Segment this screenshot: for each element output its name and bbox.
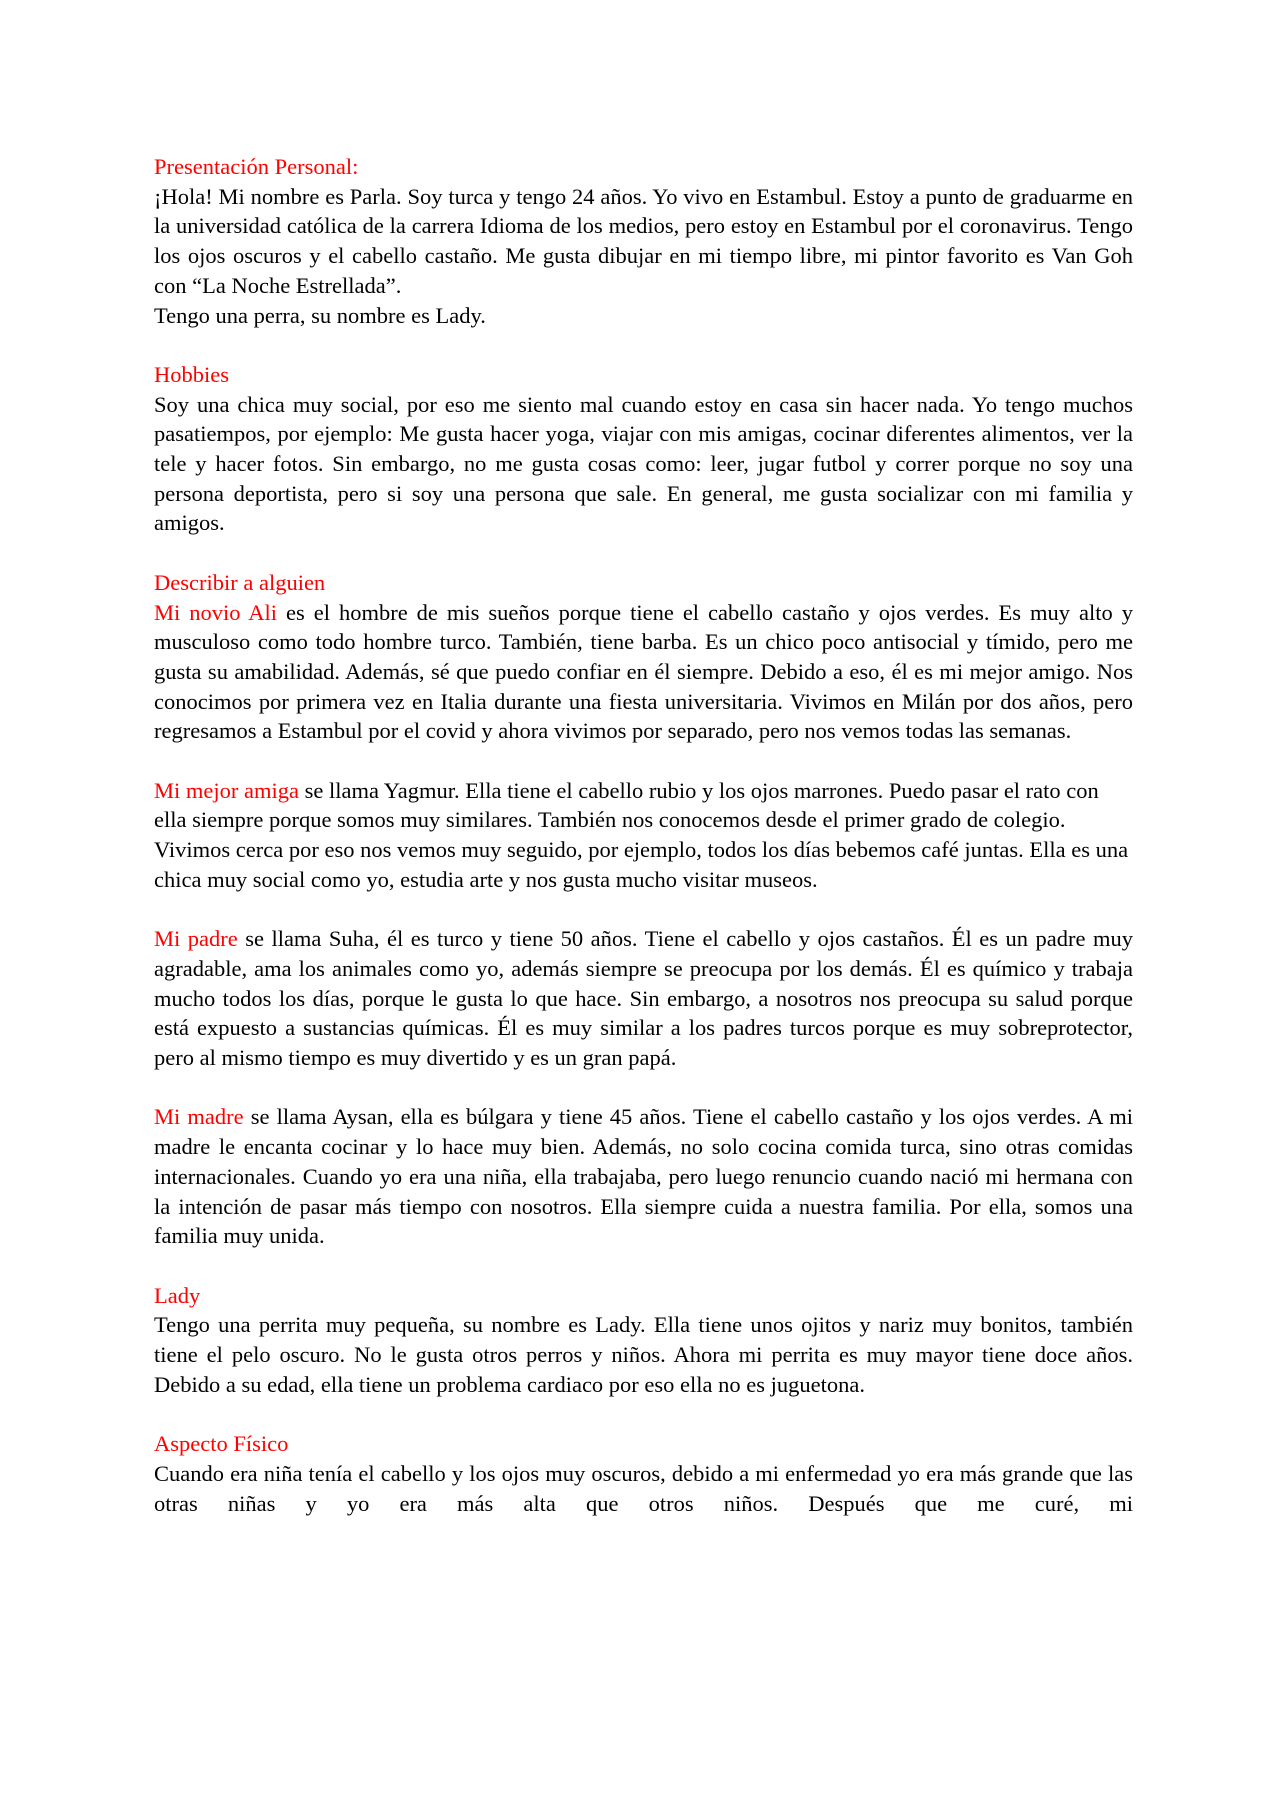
spacer: [154, 538, 1133, 568]
lead-padre: Mi padre: [154, 926, 238, 952]
text-amiga: se llama Yagmur. Ella tiene el cabello rubio y los ojos marrones. Puedo pasar el rato con ella siempre porque somos muy similares. También nos conocemos desde el primer grado de colegio. Vivimos cerca por eso nos vemos muy seguido, por ejemplo, todos los días bebemos café juntas. Ella es una chica muy social como yo, estudia arte y nos gusta mucho visitar museos.: [154, 777, 1129, 892]
paragraph-presentacion: ¡Hola! Mi nombre es Parla. Soy turca y tengo 24 años. Yo vivo en Estambul. Estoy a punto de graduarme en la universidad católica de la carrera Idioma de los medios, pero estoy en Estambul por el coronavirus. Tengo los ojos oscuros y el cabello castaño. Me gusta dibujar en mi tiempo libre, mi pintor favorito es Van Goh con “La Noche Estrellada”.: [154, 183, 1133, 298]
paragraph-aspecto: Cuando era niña tenía el cabello y los ojos muy oscuros, debido a mi enfermedad yo era más grande que las otras niñas y yo era más alta que otros niños. Después que me curé, mi: [154, 1460, 1133, 1516]
heading-hobbies: Hobbies: [154, 361, 229, 387]
text-padre: se llama Suha, él es turco y tiene 50 años. Tiene el cabello y ojos castaños. Él es un padre muy agradable, ama los animales como yo, además siempre se preocupa por los demás. Él es químico y trabaja mucho todos los días, porque le gusta lo que hace. Sin embargo, a nosotros nos preocupa su salud porque está expuesto a sustancias químicas. Él es muy similar a los padres turcos porque es muy sobreprotector, pero al mismo tiempo es muy divertido y es un gran papá.: [154, 926, 1133, 1071]
spacer: [154, 1399, 1133, 1429]
heading-aspecto: Aspecto Físico: [154, 1431, 289, 1457]
document-page: [154, 152, 1133, 1518]
spacer: [154, 1251, 1133, 1281]
heading-presentacion: Presentación Personal:: [154, 154, 359, 179]
spacer: [154, 330, 1133, 360]
lead-novio: Mi novio Ali: [154, 599, 277, 625]
spacer: [154, 746, 1133, 776]
heading-lady: Lady: [154, 1282, 201, 1308]
lead-amiga: Mi mejor amiga: [154, 777, 299, 803]
paragraph-madre: [154, 1102, 1133, 1251]
paragraph-lady: Tengo una perrita muy pequeña, su nombre es Lady. Ella tiene unos ojitos y nariz muy bonitos, también tiene el pelo oscuro. No le gusta otros perros y niños. Ahora mi perrita es muy mayor tiene doce años. Debido a su edad, ella tiene un problema cardiaco por eso ella no es juguetona.: [154, 1312, 1133, 1397]
spacer: [154, 895, 1133, 925]
heading-describir: Describir a alguien: [154, 569, 326, 595]
text-novio: es el hombre de mis sueños porque tiene el cabello castaño y ojos verdes. Es muy alto y musculoso como todo hombre turco. También, tiene barba. Es un chico poco antisocial y tímido, pero me gusta su amabilidad. Además, sé que puedo confiar en él siempre. Debido a eso, él es mi mejor amigo. Nos conocimos por primera vez en Italia durante una fiesta universitaria. Vivimos en Milán por dos años, pero regresamos a Estambul por el covid y ahora vivimos por separado, pero nos vemos todas las semanas.: [154, 599, 1133, 744]
spacer: [154, 1073, 1133, 1103]
text-madre: se llama Aysan, ella es búlgara y tiene 45 años. Tiene el cabello castaño y los ojos verdes. A mi madre le encanta cocinar y lo hace muy bien. Además, no solo cocina comida turca, sino otras comidas internacionales. Cuando yo era una niña, ella trabajaba, pero luego renuncio cuando nació mi hermana con la intención de pasar más tiempo con nosotros. Ella siempre cuida a nuestra familia. Por ella, somos una familia muy unida.: [154, 1104, 1133, 1249]
paragraph-novio: [154, 598, 1133, 747]
lead-madre: Mi madre: [154, 1104, 244, 1130]
paragraph-padre: [154, 924, 1133, 1073]
paragraph-amiga: [154, 776, 1133, 895]
paragraph-perra: Tengo una perra, su nombre es Lady.: [154, 302, 486, 328]
paragraph-hobbies: Soy una chica muy social, por eso me siento mal cuando estoy en casa sin hacer nada. Yo tengo muchos pasatiempos, por ejemplo: Me gusta hacer yoga, viajar con mis amigas, cocinar diferentes alimentos, ver la tele y hacer fotos. Sin embargo, no me gusta cosas como: leer, jugar futbol y correr porque no soy una persona deportista, pero si soy una persona que sale. En general, me gusta socializar con mi familia y amigos.: [154, 391, 1133, 536]
